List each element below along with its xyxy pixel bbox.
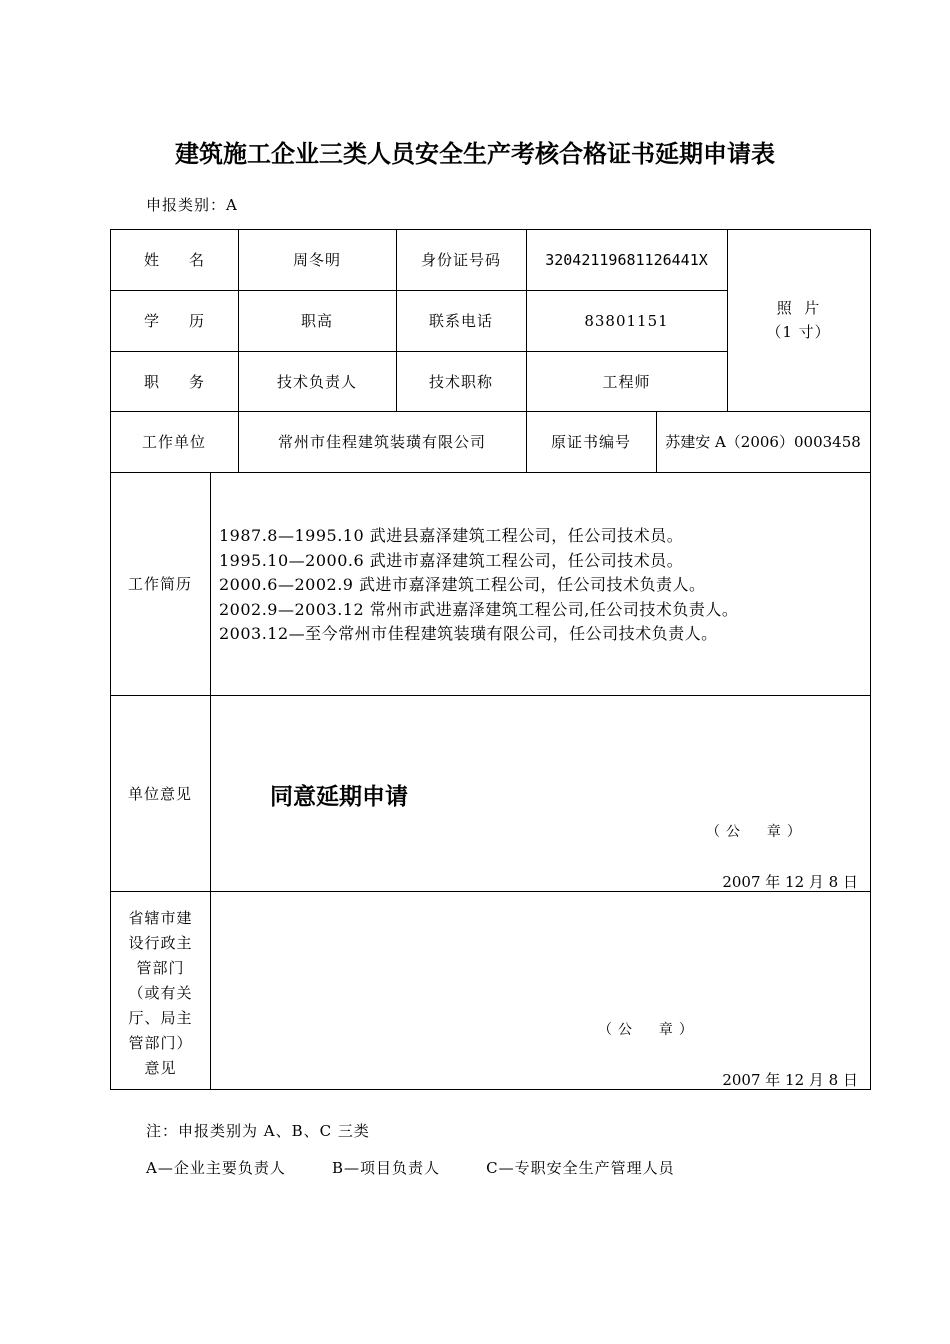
category-note: 注：申报类别为 A、B、C 三类: [146, 1122, 370, 1140]
cert-number-label: 原证书编号: [550, 433, 631, 451]
work-history-entry: 2002.9—2003.12 常州市武进嘉泽建筑工程公司,任公司技术负责人。: [219, 599, 739, 619]
form-title: 建筑施工企业三类人员安全生产考核合格证书延期申请表: [175, 140, 775, 168]
unit-seal-label: （公 章）: [706, 824, 807, 840]
phone-value: 83801151: [584, 311, 669, 330]
phone-label: 联系电话: [428, 312, 493, 330]
work-history-entry: 2003.12—至今常州市佳程建筑装璜有限公司，任公司技术负责人。: [219, 624, 718, 643]
position-label: 职务: [143, 372, 234, 391]
work-history-entry: 1987.8—1995.10 武进县嘉泽建筑工程公司，任公司技术员。: [219, 526, 684, 545]
work-history-entry: 1995.10—2000.6 武进市嘉泽建筑工程公司，任公司技术员。: [219, 550, 684, 570]
tech-title-label: 技术职称: [428, 372, 493, 391]
employer-label: 工作单位: [141, 433, 206, 451]
work-history-list: [219, 524, 738, 647]
dept-label-line: 管部门）: [128, 1034, 193, 1052]
position-value: 技术负责人: [276, 372, 357, 391]
education-label: 学历: [143, 312, 234, 330]
unit-opinion-date: 2007 年 12 月 8 日: [722, 873, 858, 891]
category-legend: A—企业主要负责人 B—项目负责人 C—专职安全生产管理人员: [146, 1159, 675, 1177]
dept-label-line: 厅、局主: [128, 1009, 193, 1027]
dept-label-line: 省辖市建: [128, 909, 193, 927]
education-value: 职高: [300, 312, 333, 330]
work-history-entry: 2000.6—2002.9 武进市嘉泽建筑工程公司，任公司技术负责人。: [219, 575, 706, 594]
application-category: 申报类别：A: [146, 196, 238, 214]
dept-label-line: 设行政主: [128, 934, 193, 952]
dept-opinion-label: [112, 906, 209, 1081]
photo-size-label: （1 寸）: [766, 323, 831, 341]
name-value: 周冬明: [292, 251, 341, 269]
photo-label: 照 片: [776, 299, 821, 317]
dept-opinion-date: 2007 年 12 月 8 日: [722, 1071, 858, 1089]
dept-label-line: 意见: [144, 1059, 177, 1077]
tech-title-value: 工程师: [602, 372, 651, 391]
dept-label-line: 管部门: [136, 959, 185, 977]
id-number-value: 32042119681126441X: [545, 250, 708, 269]
unit-opinion-label: 单位意见: [127, 784, 192, 803]
photo-placeholder: [727, 229, 870, 411]
employer-value: 常州市佳程建筑装璜有限公司: [277, 433, 486, 451]
cert-number-value: 苏建安 A（2006）0003458: [665, 433, 861, 451]
id-number-label: 身份证号码: [420, 251, 501, 269]
work-history-label: 工作简历: [127, 575, 192, 593]
unit-opinion-text: 同意延期申请: [270, 784, 408, 810]
dept-seal-label: （公 章）: [598, 1022, 699, 1038]
name-label: 姓名: [143, 251, 234, 269]
dept-label-line: （或有关: [128, 984, 193, 1002]
